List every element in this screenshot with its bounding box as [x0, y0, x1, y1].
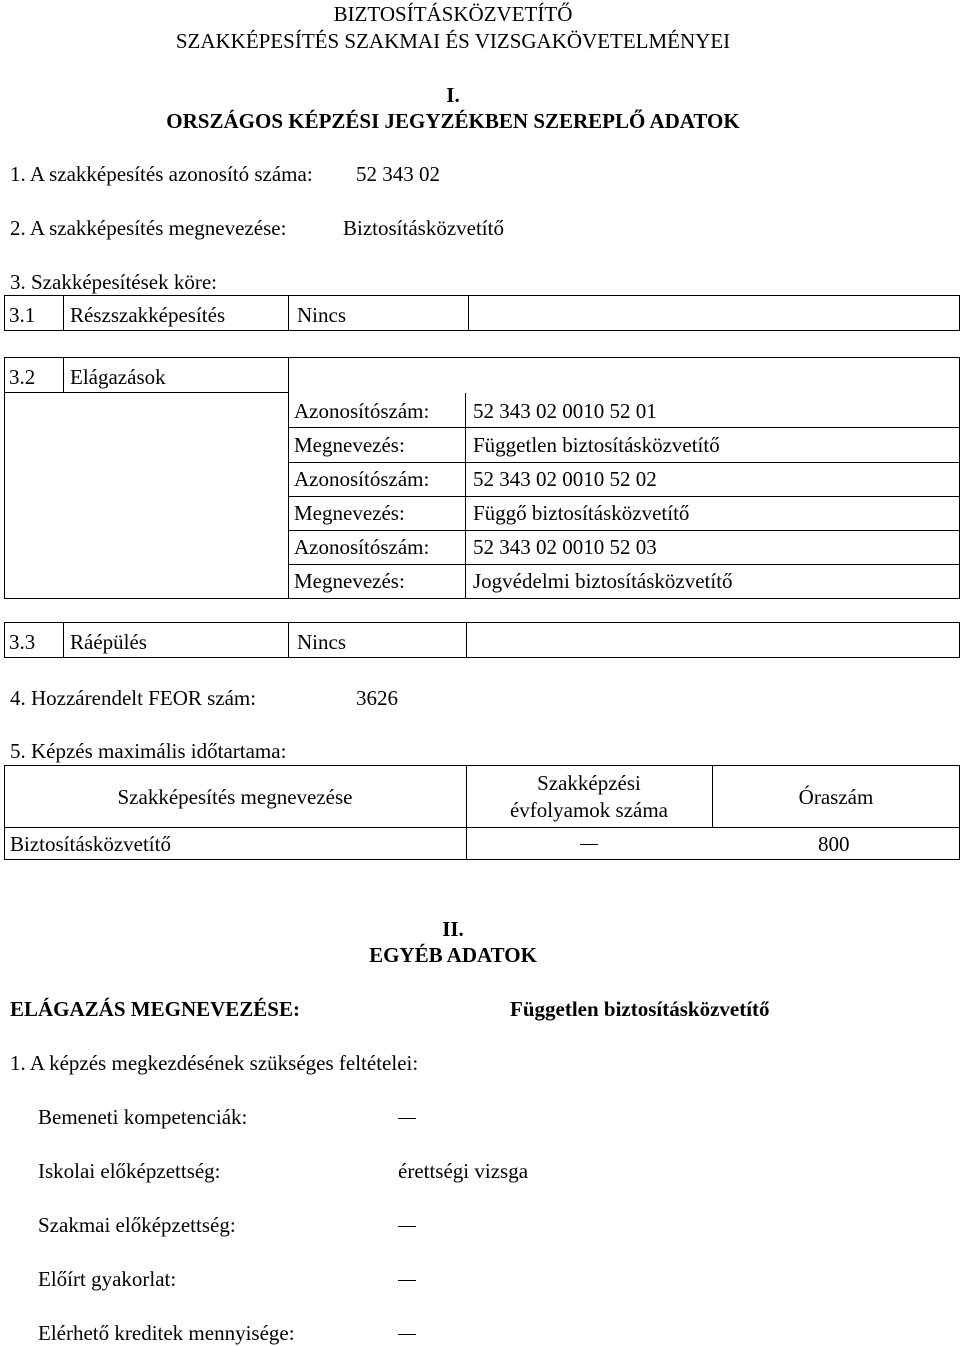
part2-title: EGYÉB ADATOK — [369, 943, 537, 967]
table-header-qualification-name: Szakképesítés megnevezése — [117, 785, 353, 809]
item2-label: 2. A szakképesítés megnevezése: — [10, 216, 287, 240]
table-header-grades-line1: Szakképzési — [537, 771, 641, 795]
row-3-3-label: Ráépülés — [70, 630, 147, 654]
prereq-required-practice-label: Előírt gyakorlat: — [38, 1267, 177, 1291]
item1-label: 1. A szakképesítés azonosító száma: — [10, 162, 313, 186]
prereq-professional-education-dash — [398, 1226, 416, 1227]
document-title-line1: BIZTOSÍTÁSKÖZVETÍTŐ — [333, 2, 573, 26]
prereq-school-education-value: érettségi vizsga — [398, 1159, 529, 1183]
branch-1-name-value: Független biztosításközvetítő — [473, 433, 720, 457]
item2-value: Biztosításközvetítő — [343, 216, 504, 240]
row-3-1-number: 3.1 — [9, 303, 36, 327]
prereq-credits-label: Elérhető kreditek mennyisége: — [38, 1321, 295, 1345]
branch-3-name-label: Megnevezés: — [294, 569, 405, 593]
item4-value: 3626 — [356, 686, 398, 710]
branch-1-id-value: 52 343 02 0010 52 01 — [473, 399, 657, 423]
branch-3-name-value: Jogvédelmi biztosításközvetítő — [473, 569, 733, 593]
row-3-2-label: Elágazások — [70, 365, 166, 389]
part1-number: I. — [446, 83, 460, 107]
table-row-qualification-name: Biztosításközvetítő — [10, 832, 171, 856]
prereq-input-competencies-dash — [398, 1118, 416, 1119]
row-3-3-value: Nincs — [297, 630, 346, 654]
table-row-grades-dash — [580, 844, 598, 845]
item3-label: 3. Szakképesítések köre: — [10, 270, 218, 294]
part2-number: II. — [442, 917, 464, 941]
prereq-credits-dash — [398, 1334, 416, 1335]
row-3-1-label: Részszakképesítés — [70, 303, 226, 327]
document-title-line2: SZAKKÉPESÍTÉS SZAKMAI ÉS VIZSGAKÖVETELMÉNYEI — [175, 29, 731, 53]
part1-title: ORSZÁGOS KÉPZÉSI JEGYZÉKBEN SZEREPLŐ ADATOK — [166, 109, 740, 133]
prereq-professional-education-label: Szakmai előképzettség: — [38, 1213, 236, 1237]
row-3-2-number: 3.2 — [9, 365, 36, 389]
item5-label: 5. Képzés maximális időtartama: — [10, 739, 287, 763]
table-row-hours: 800 — [818, 832, 850, 856]
branch-name-label: ELÁGAZÁS MEGNEVEZÉSE: — [10, 997, 300, 1021]
prereq-input-competencies-label: Bemeneti kompetenciák: — [38, 1105, 248, 1129]
branch-2-name-label: Megnevezés: — [294, 501, 405, 525]
prerequisites-title: 1. A képzés megkezdésének szükséges feltételei: — [10, 1051, 419, 1075]
row-3-1-value: Nincs — [297, 303, 346, 327]
item4-label: 4. Hozzárendelt FEOR szám: — [10, 686, 257, 710]
item1-value: 52 343 02 — [356, 162, 440, 186]
branch-1-id-label: Azonosítószám: — [294, 399, 430, 423]
row-3-3-number: 3.3 — [9, 630, 36, 654]
branch-name-value: Független biztosításközvetítő — [510, 997, 770, 1021]
prereq-school-education-label: Iskolai előképzettség: — [38, 1159, 221, 1183]
branch-1-name-label: Megnevezés: — [294, 433, 405, 457]
row-3-3-box — [4, 622, 960, 658]
branch-2-id-value: 52 343 02 0010 52 02 — [473, 467, 657, 491]
prereq-required-practice-dash — [398, 1280, 416, 1281]
table-header-grades-line2: évfolyamok száma — [509, 798, 669, 822]
branch-2-id-label: Azonosítószám: — [294, 467, 430, 491]
branch-3-id-value: 52 343 02 0010 52 03 — [473, 535, 657, 559]
branch-2-name-value: Függő biztosításközvetítő — [473, 501, 690, 525]
branch-3-id-label: Azonosítószám: — [294, 535, 430, 559]
table-header-hours: Óraszám — [798, 785, 874, 809]
